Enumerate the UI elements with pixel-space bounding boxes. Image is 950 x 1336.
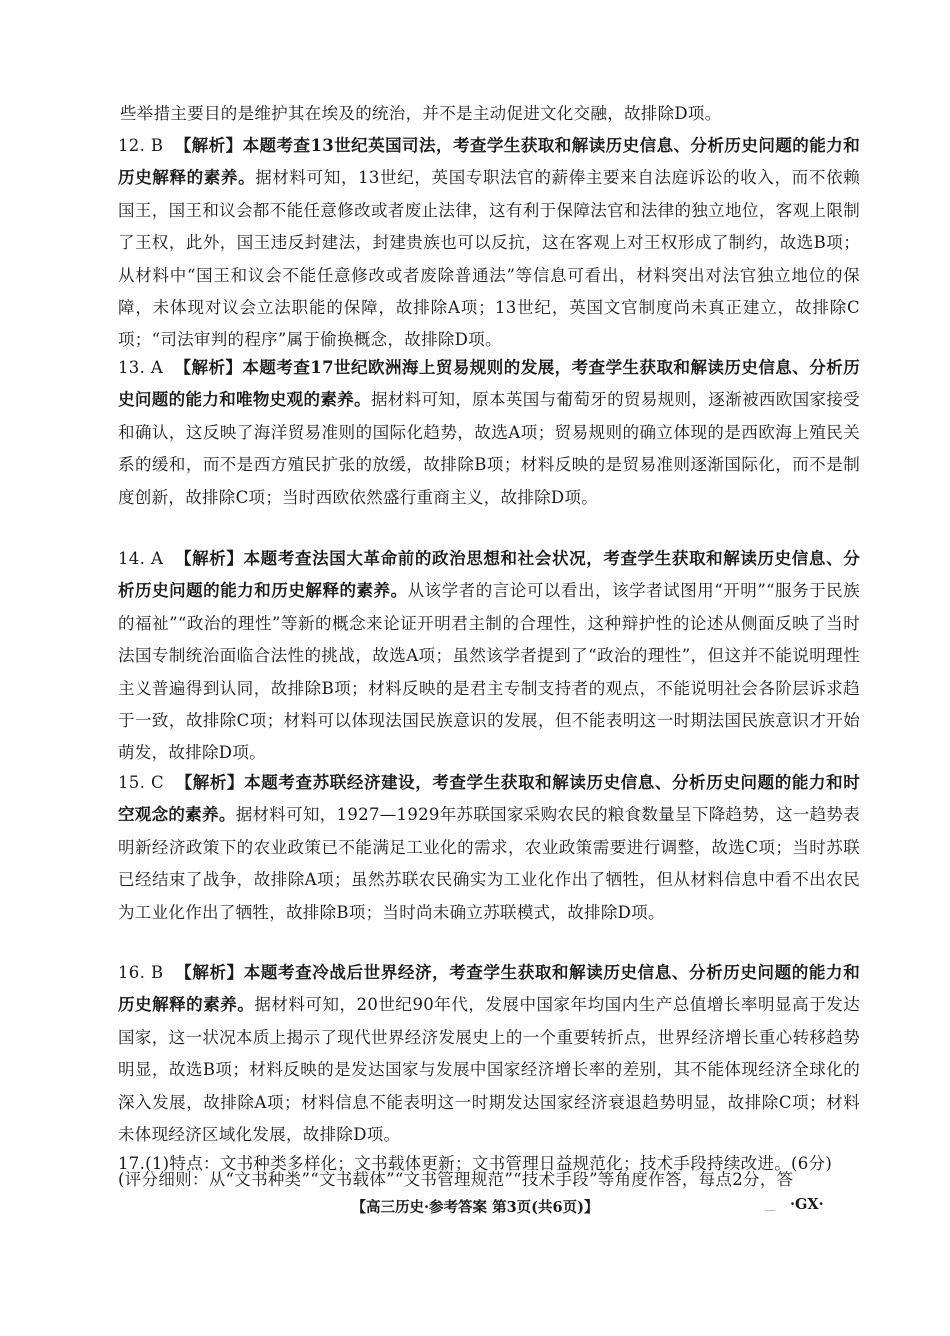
q13-tag: 【解析】: [174, 358, 243, 377]
q12-tag: 【解析】: [174, 136, 243, 155]
q13-lead: 本题考查17世纪欧洲海上贸易规则的发展，考查学生获取和解读历史信息、分析历史问题的能力和唯物史观的素养。: [118, 358, 860, 410]
q14-number: 14. A: [118, 549, 164, 568]
q15-body: 据材料可知，1927—1929年苏联国家采购农民的粮食数量呈下降趋势，这一趋势表明新经济政策下的农业政策已不能满足工业化的需求，农业政策需要进行调整，故选C项；当时苏联已经结束了战争，故排除A项；虽然苏联农民确实为工业化作出了牺牲，但从材料信息中看不出农民为工业化作出了牺牲，故排除B项；当时尚未确立苏联模式，故排除D项。: [118, 805, 861, 922]
q13-body: 据材料可知，原本英国与葡萄牙的贸易规则，逐渐被西欧国家接受和确认，这反映了海洋贸易准则的国际化趋势，故选A项；贸易规则的确立体现的是西欧海上殖民关系的缓和，而不是西方殖民扩张的放缓，故排除B项；材料反映的是贸易准则逐渐国际化，而不是制度创新，故排除C项；当时西欧依然盛行重商主义，故排除D项。: [118, 390, 861, 507]
footer-region-code: ·GX·: [790, 1196, 824, 1213]
q16-answer: [118, 957, 860, 1151]
footer-page-info: 【高三历史·参考答案 第3页(共6页)】: [351, 1199, 599, 1216]
q11-continuation: [120, 98, 860, 130]
q16-lead: 本题考查冷战后世界经济，考查学生获取和解读历史信息、分析历史问题的能力和历史解释的素养。: [118, 963, 860, 1015]
q14-tag: 【解析】: [175, 549, 244, 568]
q13-number: 13. A: [118, 358, 164, 377]
q17-body: (1)特点：文书种类多样化；文书载体更新；文书管理日益规范化；技术手段持续改进。(6分): [145, 1154, 833, 1173]
q13-answer: [118, 352, 860, 514]
q15-answer: [118, 767, 860, 929]
q14-answer: [118, 543, 860, 770]
q12-body: 据材料可知，13世纪，英国专职法官的薪俸主要来自法庭诉讼的收入，而不依赖国王，国王和议会都不能任意修改或者废止法律，这有利于保障法官和法律的独立地位，客观上限制了王权，此外，国王违反封建法，封建贵族也可以反抗，这在客观上对王权形成了制约，故选B项；从材料中“国王和议会不能任意修改或者废除普通法”等信息可看出，材料突出对法官独立地位的保障，未体现对议会立法职能的保障，故排除A项；13世纪，英国文官制度尚未真正建立，故排除C项；“司法审判的程序”属于偷换概念，故排除D项。: [118, 168, 860, 350]
q16-body: 据材料可知，20世纪90年代，发展中国家年均国内生产总值增长率明显高于发达国家，这一状况本质上揭示了现代世界经济发展史上的一个重要转折点，世界经济增长重心转移趋势明显，故选B项；材料反映的是发达国家与发展中国家经济增长率的差别，其不能体现经济全球化的深入发展，故排除A项；材料信息不能表明这一时期发达国家经济衰退趋势明显，故排除C项；材料未体现经济区域化发展，故排除D项。: [118, 995, 860, 1145]
q14-body: 从该学者的言论可以看出，该学者试图用“开明”“服务于民族的福祉”“政治的理性”等新的概念来论证开明君主制的合理性，这种辩护性的论述从侧面反映了当时法国专制统治面临合法性的挑战，故选A项；虽然该学者提到了“政治的理性”，但这并不能说明理性主义普遍得到认同，故排除B项；材料反映的是君主专制支持者的观点，不能说明社会各阶层诉求趋于一致，故排除C项；材料可以体现法国民族意识的发展，但不能表明这一时期法国民族意识才开始萌发，故排除D项。: [118, 581, 860, 763]
q12-lead: 本题考查13世纪英国司法，考查学生获取和解读历史信息、分析历史问题的能力和历史解释的素养。: [118, 136, 861, 188]
q11-text: 些举措主要目的是维护其在埃及的统治，并不是主动促进文化交融，故排除D项。: [120, 104, 722, 123]
page-footer: [0, 1196, 950, 1220]
q17-number: 17.: [118, 1154, 146, 1173]
footer-divider-mark: [765, 1210, 775, 1211]
q15-number: 15. C: [118, 773, 164, 792]
q15-tag: 【解析】: [175, 773, 245, 792]
q12-answer: [118, 130, 860, 357]
q16-tag: 【解析】: [175, 963, 244, 982]
q12-number: 12. B: [118, 136, 164, 155]
q14-lead: 本题考查法国大革命前的政治思想和社会状况，考查学生获取和解读历史信息、分析历史问题的能力和历史解释的素养。: [118, 549, 861, 601]
q15-lead: 本题考查苏联经济建设，考查学生获取和解读历史信息、分析历史问题的能力和时空观念的素养。: [118, 773, 860, 825]
q17-scoring-note: (评分细则：从“文书种类”“文书载体”“文书管理规范”“技术手段”等角度作答，每点2分，答: [118, 1170, 794, 1189]
q16-number: 16. B: [118, 963, 164, 982]
